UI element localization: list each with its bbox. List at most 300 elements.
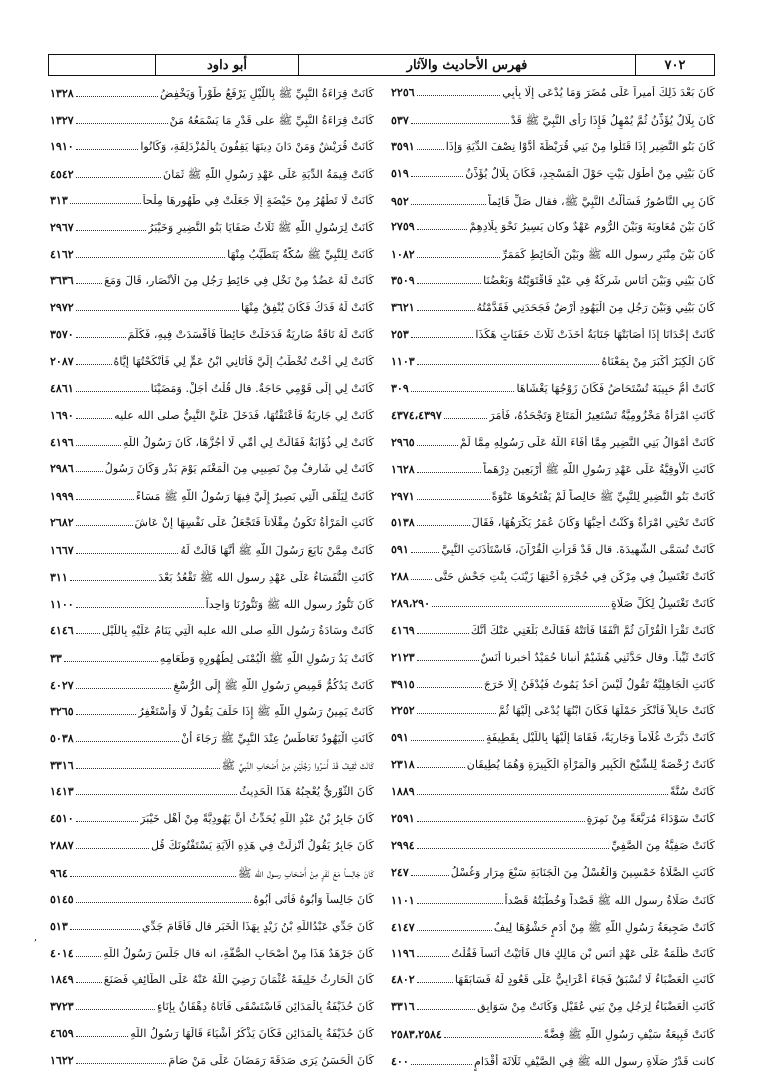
hadith-number: ١٩٩٩ (50, 490, 74, 504)
hadith-number: ١١٠٠ (50, 597, 74, 611)
dot-leader (76, 1009, 155, 1010)
index-entry (48, 839, 374, 866)
index-entry (48, 651, 374, 678)
hadith-number: ٢٨٨ (391, 570, 409, 584)
dot-leader (417, 848, 610, 849)
hadith-number: ٤٥٤٢ (50, 167, 74, 181)
hadith-number: ٣٧٢٣ (50, 1000, 74, 1014)
entry-text: كَانَتْ رُخْصَةً لِلشَّيْخِ الْكَبِيرِ وَالْمَرْأَةِ الْكَبِيرَةِ وَهُمَا يُطِيقَانِ (466, 758, 715, 772)
entry-text: كَانَ حُذَيْفَةُ بِالْمَدَائِنِ فَكَانَ يَذْكُرُ أَشْيَاءَ قَالَهَا رَسُولُ اللَّهِ (130, 1027, 374, 1041)
entry-text: كَانَ الْكِبَرُ أَكْبَرَ مِنْ بِمَعْنَاهُ (601, 354, 715, 368)
dot-leader (417, 283, 481, 284)
hadith-number: ٥١٤٥ (50, 892, 74, 906)
hadith-number: ٢٣١٨ (391, 758, 415, 772)
dot-leader (411, 552, 440, 553)
hadith-number: ٢٩٨٦ (50, 462, 74, 476)
entry-text: كَانَ بِي النَّاصُورُ فَسَأَلْتُ النَّبِيَّ ﷺ، فقال صَلِّ قَائِماً (488, 194, 715, 208)
dot-leader (76, 364, 112, 365)
dot-leader (417, 633, 469, 634)
entry-text: كَانَ بِلَالٌ يُؤَذِّنُ ثُمَّ يُمْهِلُ فَإِذَا رَأَى النَّبِيَّ ﷺ قَدْ (510, 113, 715, 127)
entry-text: كَانَتْ لِي إِلَى قَوْمِي حَاجَةٌ. قال قُلْتُ أَجَلْ. وَمَضَيْنَا (150, 381, 374, 395)
hadith-number: ٣٠٩ (391, 381, 409, 395)
index-entry (48, 167, 374, 194)
dot-leader (76, 607, 204, 608)
dot-leader (411, 337, 474, 338)
index-entry (389, 489, 715, 516)
entry-text: كَانَتْ لِيَلْقَى الَّتِي بَصِيرٌ إِلَيَّ فِيهَا رَسُولُ اللَّهِ ﷺ مَسَاءً (135, 490, 374, 504)
entry-text: كَانَ الْحَسَنُ يَرَى صَدَقَةَ رَمَضَانَ عَلَى مَنْ صَامَ (168, 1054, 374, 1068)
entry-text: كَانَتْ لَهُ نَاقَةٌ ضَارِيَةٌ فَدَخَلَتْ حَائِطاً فَأَفْسَدَتْ فِيهِ، فَكَلَّمَ (127, 328, 374, 342)
dot-leader (417, 364, 600, 365)
index-entry (48, 893, 374, 920)
entry-text: كَانَتْ قُرَيْشٌ وَمَنْ دَانَ دِينَهَا يَقِفُونَ بِالْمُزْدَلِفَةِ، وَكَانُوا (140, 139, 374, 153)
index-entry (389, 785, 715, 812)
dot-leader (417, 767, 465, 768)
dot-leader (70, 929, 140, 930)
index-entry (48, 812, 374, 839)
index-entry (389, 220, 715, 247)
hadith-number: ٢٤٧ (391, 865, 409, 879)
dot-leader (76, 310, 239, 311)
entry-text: كَانَ بَنُو النَّضِيرِ إِذَا قَتَلُوا مِنْ بَنِي قُرَيْظَةَ أَدَّوْا نِصْفَ الدِّيَةِ وَإِذَا (445, 139, 715, 153)
entry-text: كَانَتْ لَا تَطْهُرُ مِنْ حَيْضَةٍ إِلَّا جَعَلَتْ فِي طَهُورِهَا مِلْحاً (142, 193, 374, 207)
index-columns (48, 86, 715, 1076)
hadith-number: ٤٦٥٩ (50, 1027, 74, 1041)
dot-leader (76, 123, 168, 124)
index-entry (48, 704, 374, 731)
entry-text: كَانَتِ الْيَهُودُ تَعَاطَسُ عِنْدَ النَّبِيِّ ﷺ رَجَاءَ أَنْ (181, 732, 374, 746)
dot-leader (76, 688, 172, 689)
entry-text: كَانَتْ أُمُّ حَبِيبَةَ تُسْتَحَاضُ فَكَانَ زَوْجُهَا يَغْشَاهَا (516, 381, 715, 395)
entry-text: كَانَتْ لِي شَارِفٌ مِنْ نَصِيبِي مِنَ الْمَغْنَمِ يَوْمَ بَدْرٍ وَكَانَ رَسُولُ (104, 462, 374, 476)
index-entry (48, 678, 374, 705)
dot-leader (76, 391, 149, 392)
hadith-number: ٥٠٣٨ (50, 732, 74, 746)
hadith-number: ٢٩٦٥ (391, 435, 415, 449)
page-header (48, 54, 715, 76)
dot-leader (417, 95, 501, 96)
hadith-number: ٣٢٦٥ (50, 705, 74, 719)
entry-text: كَانَ حُذَيْفَةُ بِالْمَدَائِنِ فَاسْتَسْقَى فَأَتَاهُ دِهْقَانٌ بِإِنَاءٍ (157, 1000, 374, 1014)
entry-text: كَانَ تَنُّورُ رسول الله ﷺ وَتَنُّورُنَا وَاحِداً (205, 597, 374, 611)
dot-leader (411, 579, 433, 580)
entry-text: كَانَتْ تُسَمَّى الشَّهِيدَةَ. قال قَدْ قَرَأَتِ الْقُرْآنَ، فَاسْتَأْذَنَتِ النَّبِيَّ (441, 543, 715, 557)
dot-leader (76, 418, 113, 419)
hadith-number: ١٨٨٩ (391, 785, 415, 799)
entry-text: كَانَتْ لِلنَّبِيِّ ﷺ سُكَّةٌ يَتَطَيَّبُ مِنْهَا (227, 248, 374, 262)
index-entry (48, 489, 374, 516)
index-entry (48, 140, 374, 167)
index-entry (389, 866, 715, 893)
index-entry (389, 973, 715, 1000)
entry-text: كَانَتِ الْمَرْأَةُ تَكُونُ مِقْلَاتاً فَتَجْعَلُ عَلَى نَفْسِهَا إِنْ عَاشَ (134, 516, 374, 530)
entry-text: كَانَتْ سَوْدَاءَ مُرَبَّعَةً مِنْ نَمِرَةٍ (586, 812, 715, 826)
dot-leader (76, 230, 146, 231)
index-entry (48, 516, 374, 543)
dot-leader (76, 525, 133, 526)
dot-leader (76, 768, 220, 769)
index-entry (389, 920, 715, 947)
entry-text: كَانَ جَدِّي عَبْدُاللَّهِ بْنُ زَيْدٍ بِهَذَا الْخَبَرِ قال فَأَقَامَ جَدِّي (141, 919, 374, 933)
dot-leader (417, 257, 500, 258)
index-entry (389, 812, 715, 839)
entry-text: كَانَتْ لِي جَارِيَةٌ فَأَعْتَقْتُهَا، فَدَخَلَ عَلَيَّ النَّبِيُّ صلى الله عليه (114, 408, 374, 422)
entry-text: كَانَ بَيْنِي وَبَيْنَ أُنَاسٍ شَرِكَةٌ فِي عَبْدٍ فَاقْتَوَيْتُهُ وَبَعْضُنَا (483, 274, 715, 288)
index-entry (389, 704, 715, 731)
hadith-number: ٤٥١٠ (50, 812, 74, 826)
index-entry (48, 382, 374, 409)
entry-text: كَانَتِ الْعَضْبَاءُ لَا تُسْبَقُ فَجَاءَ أَعْرَابِيٌّ عَلَى قَعُودٍ لَهُ فَسَابَقَهَا (454, 973, 715, 987)
hadith-number: ٢٨٩،٢٩٠ (391, 596, 430, 610)
hadith-number: ٢١٢٣ (391, 650, 415, 664)
dot-leader (417, 660, 479, 661)
index-entry (48, 597, 374, 624)
dot-leader (417, 821, 585, 822)
index-entry (389, 355, 715, 382)
index-entry (389, 516, 715, 543)
hadith-number: ٢٥٩١ (391, 812, 415, 826)
hadith-number: ١١٠٣ (391, 354, 415, 368)
dot-leader (417, 794, 668, 795)
dot-leader (76, 283, 102, 284)
index-entry (389, 570, 715, 597)
index-entry (48, 920, 374, 947)
page-number: ٧٠٢ (664, 57, 686, 73)
entry-text: كَانَ بَعْدَ ذَلِكَ أميراً عَلَى مُضَرَ وَمَا يُدْعَى إِلَّا بِأَبِي (502, 86, 715, 99)
entry-text: كَانَتْ صَفِيَّةُ مِنَ الصَّفِيِّ (611, 838, 715, 852)
hadith-number: ٣٣١٦ (50, 759, 74, 773)
hadith-number: ١٠٨٢ (391, 248, 415, 262)
index-entry (48, 194, 374, 221)
dot-leader (76, 714, 137, 715)
entry-text: كَانَتْ لَهُ فَدَكُ فَكَانَ يُنْفِقُ مِنْهَا (240, 301, 374, 315)
hadith-number: ١٩١٠ (50, 139, 74, 153)
index-entry (389, 113, 715, 140)
dot-leader (417, 472, 482, 473)
index-entry (389, 893, 715, 920)
index-entry (48, 274, 374, 301)
dot-leader (76, 337, 126, 338)
book-author: أبو داود (207, 57, 247, 73)
index-entry (389, 436, 715, 463)
dot-leader (417, 687, 482, 688)
dot-leader (417, 149, 444, 150)
dot-leader (417, 445, 458, 446)
entry-text: كَانَ بَيْنِي وَبَيْنَ رَجُلٍ مِنَ الْيَهُودِ أَرْضٌ فَجَحَدَنِي فَقَدَّمْتُهُ (476, 301, 715, 315)
entry-text: كَانَ بَيْنَ مُعَاوِيَةَ وَبَيْنَ الرُّومِ عَهْدٌ وكان يَسِيرُ نَحْوَ بِلَادِهِمْ (469, 220, 715, 234)
dot-leader (417, 229, 468, 230)
dot-leader (64, 661, 158, 662)
index-entry (48, 86, 374, 113)
dot-leader (76, 956, 101, 957)
index-entry (48, 328, 374, 355)
index-entry (389, 140, 715, 167)
hadith-number: ٣٦٣٦ (50, 274, 74, 288)
hadith-number: ٣٥٧٠ (50, 328, 74, 342)
index-entry (48, 409, 374, 436)
entry-text: كَانَتْ يَدُ رَسُولِ اللَّهِ ﷺ الْيُمْنَى لِطُهُورِهِ وَطَعَامِهِ (159, 651, 374, 665)
entry-text: كَانَتْ قِرَاءَةُ النَّبِيِّ ﷺ على قَدْرِ مَا يَسْمَعُهُ مَنْ (169, 113, 374, 127)
hadith-number: ٤٨٠٢ (391, 973, 415, 987)
entry-text: كَانَتْ بَنُو النَّضِيرِ لِلنَّبِيِّ ﷺ خَالِصاً لَمْ يَفْتَحُوهَا عَنْوَةً (491, 490, 715, 504)
hadith-number: ١٨٤٩ (50, 973, 74, 987)
dot-leader (76, 741, 179, 742)
hadith-number: ٥١٩ (391, 166, 409, 180)
entry-text: كَانَتْ يَدُكُمُّ قَمِيصِ رَسُولِ اللَّهِ ﷺ إِلَى الرُّسْغِ (173, 678, 374, 692)
entry-text: كَانَتْ لِي أُخْتٌ تُخْطَبُ إِلَيَّ فَأَتَانِي ابْنُ عَمٍّ لِي فَأَنْكَحْتُهَا إِيَّاهُ (113, 354, 374, 368)
entry-text: كَانَ الثَّوْرِيُّ يُعْجِبُهُ هَذَا الْحَدِيثُ (239, 785, 374, 799)
index-entry (389, 86, 715, 113)
index-entry (48, 462, 374, 489)
index-entry (48, 220, 374, 247)
entry-text: كَانَتْ ثَقِيفُ قَدْ أَسَرُوا رَجُلَيْنِ مِنْ أَصْحَابِ النَّبِيِّ ﷺ (221, 759, 374, 773)
dot-leader (444, 1037, 542, 1038)
entry-text: كَانَتْ صَلَاةُ رسول الله ﷺ قَصْداً وَخُطْبَتُهُ قَصْداً (504, 893, 715, 907)
entry-text: كَانَ جَابِرُ بْنُ عَبْدِ اللَّهِ يُحَدِّثُ أَنَّ يَهُودِيَّةً مِنْ أَهْلِ خَيْبَرَ (140, 812, 374, 826)
entry-text: كَانَتْ مِمَّنْ بَايَعَ رَسُولَ اللَّهِ ﷺ أَنَّهَا قَالَتْ لَهُ (180, 544, 374, 558)
dot-leader (411, 1064, 472, 1065)
hadith-number: ٥١٣ (50, 919, 68, 933)
hadith-number: ١٣٢٧ (50, 113, 74, 127)
entry-text: كَانَتْ تَحْتِي امْرَأَةٌ وَكُنْتُ أُحِبُّهَا وَكَانَ عُمَرُ يَكْرَهُهَا، فَقَالَ (471, 516, 715, 530)
margin-mark: , (34, 932, 38, 943)
hadith-number: ٢٩٧٢ (50, 301, 74, 315)
hadith-number: ٢٠٨٧ (50, 354, 74, 368)
hadith-number: ٤٠١٤ (50, 946, 74, 960)
hadith-number: ٣٣١٦ (391, 1000, 415, 1014)
entry-text: كَانَتْ تَغْتَسِلُ لِكُلِّ صَلَاةٍ (611, 596, 715, 610)
hadith-number: ٣٩١٥ (391, 677, 415, 691)
dot-leader (417, 310, 475, 311)
dot-leader (76, 149, 139, 150)
hadith-number: ٥٣٧ (391, 113, 409, 127)
index-entry (389, 1054, 715, 1081)
entry-text: كَانَتْ تَقْرَأُ الْقُرْآنَ ثُمَّ اتَّفَقَا فَأَتَتْهُ فَقَالَتْ بَلَغَنِي عَنْكَ أَنَّكَ (470, 623, 715, 637)
hadith-number: ٩٦٤ (50, 866, 68, 880)
entry-text: كَانَتْ تَغْتَسِلُ فِي مِرْكَنٍ فِي حُجْرَةِ أُخْتِهَا زَيْنَبَ بِنْتِ جَحْشٍ حَتَّى (434, 570, 715, 584)
entry-text: كَانَ جَرْهَدٌ هَذَا مِنْ أَصْحَابِ الصُّفَّةِ، انه قال جَلَسَ رَسُولُ اللَّهِ (103, 946, 374, 960)
index-entry (389, 382, 715, 409)
index-entry (389, 624, 715, 651)
hadith-number: ٤١٦٢ (50, 248, 74, 262)
hadith-number: ٢٩٩٤ (391, 838, 415, 852)
entry-text: كَانَتْ ضَجِيعَةُ رَسُولِ اللَّهِ ﷺ مِنْ أَدَمٍ حَشْوُهَا لِيفٌ (493, 920, 715, 934)
entry-text: كَانَ جَالِساً وَأَبُوهُ فَأَتَى أَبُوهُ (253, 892, 374, 906)
hadith-number: ٤١٩٦ (50, 435, 74, 449)
hadith-number: ٢٢٥٦ (391, 86, 415, 99)
index-entry (389, 462, 715, 489)
index-entry (389, 678, 715, 705)
hadith-number: ٤١٤٦ (50, 623, 74, 637)
index-entry (48, 436, 374, 463)
entry-text: كَانَتْ لَهُ عَضُدٌ مِنْ نَخْلٍ فِي حَائِطِ رَجُلٍ مِنَ الْأَنْصَارِ، قَالَ وَمَعَ (104, 274, 374, 288)
entry-text: كَانَتِ امْرَأَةٌ مَخْزُومِيَّةٌ تَسْتَعِيرُ الْمَتَاعَ وَتَجْحَدُهُ، فَأَمَرَ (489, 408, 715, 422)
entry-text: كَانَتِ الْأُوقِيَّةُ عَلَى عَهْدِ رَسُولِ اللَّهِ ﷺ أَرْبَعِينَ دِرْهَماً (483, 463, 715, 477)
hadith-number: ٢٦٨٢ (50, 516, 74, 530)
dot-leader (76, 848, 149, 849)
index-entry (389, 1027, 715, 1054)
dot-leader (411, 176, 464, 177)
entry-text: كَانَتْ يَمِينُ رَسُولِ اللَّهِ ﷺ إِذَا حَلَفَ يَقُولُ لَا وَأَسْتَغْفِرُ (138, 705, 374, 719)
index-entry (389, 274, 715, 301)
dot-leader (417, 930, 492, 931)
index-entry (48, 355, 374, 382)
dot-leader (76, 257, 226, 258)
hadith-number: ٤٣٧٤،٤٣٩٧ (391, 408, 442, 422)
index-entry (48, 113, 374, 140)
page-title: فهرس الأحاديث والآثار (406, 57, 528, 73)
index-entry (389, 839, 715, 866)
dot-leader (411, 123, 509, 124)
dot-leader (70, 580, 157, 581)
index-entry (389, 731, 715, 758)
dot-leader (76, 1036, 129, 1037)
dot-leader (76, 471, 103, 472)
dot-leader (411, 740, 484, 741)
dot-leader (76, 445, 121, 446)
dot-leader (76, 821, 138, 822)
index-entry (48, 1000, 374, 1027)
hadith-number: ٥٩١ (391, 731, 409, 745)
hadith-number: ٤١٤٧ (391, 920, 415, 934)
entry-text: كَانَتِ الْعَضْبَاءُ لِرَجُلٍ مِنْ بَنِي عُقَيْلٍ وَكَانَتْ مِنْ سَوَابِقِ (477, 1000, 715, 1014)
header-divider (635, 55, 636, 75)
dot-leader (76, 1063, 167, 1064)
index-entry (389, 651, 715, 678)
index-entry (389, 1000, 715, 1027)
index-entry (48, 947, 374, 974)
hadith-number: ٤٨٦١ (50, 381, 74, 395)
hadith-number: ٤٠٠ (391, 1055, 409, 1069)
header-divider (298, 55, 299, 75)
index-entry (389, 758, 715, 785)
dot-leader (417, 713, 497, 714)
dot-leader (417, 525, 470, 526)
entry-text: كَانَ بَيْنَ مِنْبَرِ رسول الله ﷺ وبَيْنَ الْحَائِطِ كَمَمَرِّ (501, 248, 715, 262)
hadith-number: ٢٧٥٩ (391, 220, 415, 234)
entry-text: كَانَتْ وِسَادَةُ رَسُولِ اللَّهِ صلى الله عليه الَّتِي يَنَامُ عَلَيْهِ بِاللَّيْلِ (101, 623, 374, 637)
right-column (389, 86, 715, 1076)
index-entry (389, 543, 715, 570)
entry-text: كَانَتِ الْجَاهِلِيَّةُ تَقُولُ لَيْسَ أَحَدٌ يَمُوتُ فَيُدْفَنُ إِلَّا خَرَجَ (483, 677, 715, 691)
dot-leader (417, 956, 450, 957)
hadith-number: ٥١٣٨ (391, 516, 415, 530)
index-entry (48, 785, 374, 812)
hadith-number: ٤٠٢٧ (50, 678, 74, 692)
hadith-number: ٢٥٣ (391, 328, 409, 342)
hadith-number: ٥٩١ (391, 543, 409, 557)
hadith-number: ٢٩٧١ (391, 490, 415, 504)
index-entry (389, 409, 715, 436)
entry-text: كَانَتِ الصَّلَاةُ خَمْسِينَ وَالْغُسْلُ مِنَ الْجَنَابَةِ سَبْعَ مِرَارٍ وَغُسْلُ (450, 865, 715, 879)
entry-text: كَانَتْ سُنَّةً (669, 785, 715, 799)
entry-text: كَانَ الْحَارِثُ خَلِيفَةَ عُثْمَانَ رَضِيَ اللَّهُ عَنْهُ عَلَى الطَّائِفِ فَصَنَعَ (103, 973, 374, 987)
entry-text: كَانَتْ دَبَّرَتْ غُلَاماً وَجَارِيَةً، فَقَامَا إِلَيْهَا بِاللَّيْلِ بِقَطِيفَةٍ (485, 731, 715, 745)
hadith-number: ١١٠١ (391, 893, 415, 907)
dot-leader (70, 876, 236, 877)
hadith-number: ٤١٦٩ (391, 623, 415, 637)
hadith-number: ٢٥٨٣،٢٥٨٤ (391, 1028, 442, 1042)
dot-leader (411, 204, 486, 205)
header-divider (155, 55, 156, 75)
dot-leader (76, 553, 179, 554)
dot-leader (70, 203, 141, 204)
dot-leader (76, 499, 134, 500)
dot-leader (76, 982, 102, 983)
dot-leader (411, 875, 449, 876)
hadith-number: ١٦٢٨ (391, 463, 415, 477)
hadith-number: ٢٢٥٢ (391, 704, 415, 718)
dot-leader (76, 902, 252, 903)
index-entry (389, 597, 715, 624)
dot-leader (444, 418, 488, 419)
dot-leader (76, 96, 158, 97)
entry-text: كَانَتْ ظُلْمَةٌ عَلَى عَهْدِ أَنَسِ بْنِ مَالِكٍ قال فَأَتَيْتُ أَنَساً فَقُلْتُ (451, 946, 715, 960)
index-entry (389, 194, 715, 221)
hadith-number: ١٦٢٢ (50, 1054, 74, 1068)
index-entry (389, 947, 715, 974)
left-column (48, 86, 374, 1076)
index-entry (48, 1054, 374, 1081)
dot-leader (417, 982, 453, 983)
entry-text: كَانَ جَابِرٌ يَقُولُ أُنْزِلَتْ فِي هَذِهِ الْآيَةِ يَسْتَفْتُونَكَ قُلِ (150, 838, 374, 852)
dot-leader (76, 794, 238, 795)
entry-text: كَانَتْ أَمْوَالُ بَنِي النَّضِيرِ مِمَّا أَفَاءَ اللَّهُ عَلَى رَسُولِهِ مِمَّا لَمْ (459, 435, 715, 449)
hadith-number: ٣٣ (50, 651, 62, 665)
entry-text: كَانَتْ إِحْدَانَا إِذَا أَصَابَتْهَا جَنَابَةٌ أَخَذَتْ ثَلَاثَ حَفَنَاتٍ هَكَذَا (475, 328, 715, 342)
index-entry (389, 247, 715, 274)
hadith-number: ١١٩٦ (391, 946, 415, 960)
hadith-number: ١٤١٣ (50, 785, 74, 799)
entry-text: كَانَ بَيْتِي مِنْ أَطْوَلِ بَيْتٍ حَوْلَ الْمَسْجِدِ، فَكَانَ بِلَالٌ يُؤَذِّنُ (465, 166, 715, 180)
hadith-number: ٣٦٢١ (391, 301, 415, 315)
hadith-number: ٩٥٢ (391, 194, 409, 208)
hadith-number: ٣١٣ (50, 193, 68, 207)
index-entry (389, 167, 715, 194)
index-entry (48, 624, 374, 651)
index-entry (48, 247, 374, 274)
entry-text: كَانَتْ لِرَسُولِ اللَّهِ ﷺ ثَلَاثُ صَفَايَا بَنُو النَّضِيرِ وَخَيْبَرُ (148, 221, 374, 235)
entry-text: كانت قَدْرُ صَلَاةِ رسول الله ﷺ فِي الصَّيْفِ ثَلَاثَةَ أَقْدَامٍ (473, 1055, 715, 1069)
dot-leader (76, 177, 161, 178)
index-entry (48, 301, 374, 328)
hadith-number: ٣٥٠٩ (391, 274, 415, 288)
hadith-number: ١٦٩٠ (50, 408, 74, 422)
index-entry (48, 570, 374, 597)
dot-leader (417, 1009, 475, 1010)
index-entry (48, 543, 374, 570)
hadith-number: ٣١١ (50, 571, 68, 585)
entry-text: كَانَتِ النُّفَسَاءُ عَلَى عَهْدِ رسول الله ﷺ تَقْعُدُ بَعْدَ (158, 571, 374, 585)
dot-leader (76, 633, 100, 634)
entry-text: كَانَتْ ثَيِّباً. وقال حَدَّثَنِي هُشَيْمٌ أنبانا حُمَيْدٌ أخبرنا أَنَسٌ (480, 650, 715, 664)
index-entry (48, 758, 374, 785)
hadith-number: ٢٨٨٧ (50, 838, 74, 852)
entry-text: كَانَتْ حَابِلاً فَأَنْكَرَ حَمْلَهَا فَكَانَ ابْنُهَا يُدْعَى إِلَيْهَا ثُمَّ (498, 704, 715, 718)
hadith-number: ١٣٢٨ (50, 87, 74, 100)
entry-text: كَانَتْ قِرَاءَةُ النَّبِيِّ ﷺ بِاللَّيْلِ يَرْفَعُ طَوْراً وَيَخْفِضُ (160, 87, 374, 100)
hadith-number: ١٦٦٧ (50, 544, 74, 558)
index-entry (48, 1027, 374, 1054)
entry-text: كَانَتْ قَبِيعَةُ سَيْفِ رَسُولِ اللَّهِ ﷺ فِضَّةً (543, 1028, 715, 1042)
dot-leader (417, 903, 503, 904)
index-entry (48, 866, 374, 893)
dot-leader (417, 499, 490, 500)
entry-text: كَانَتْ لِي ذُؤَابَةٌ فَقَالَتْ لِي أُمِّي لَا أَجُزُّهَا، كَانَ رَسُولُ اللَّهِ (122, 435, 374, 449)
dot-leader (411, 391, 515, 392)
hadith-number: ٢٩٦٧ (50, 221, 74, 235)
index-entry (389, 301, 715, 328)
